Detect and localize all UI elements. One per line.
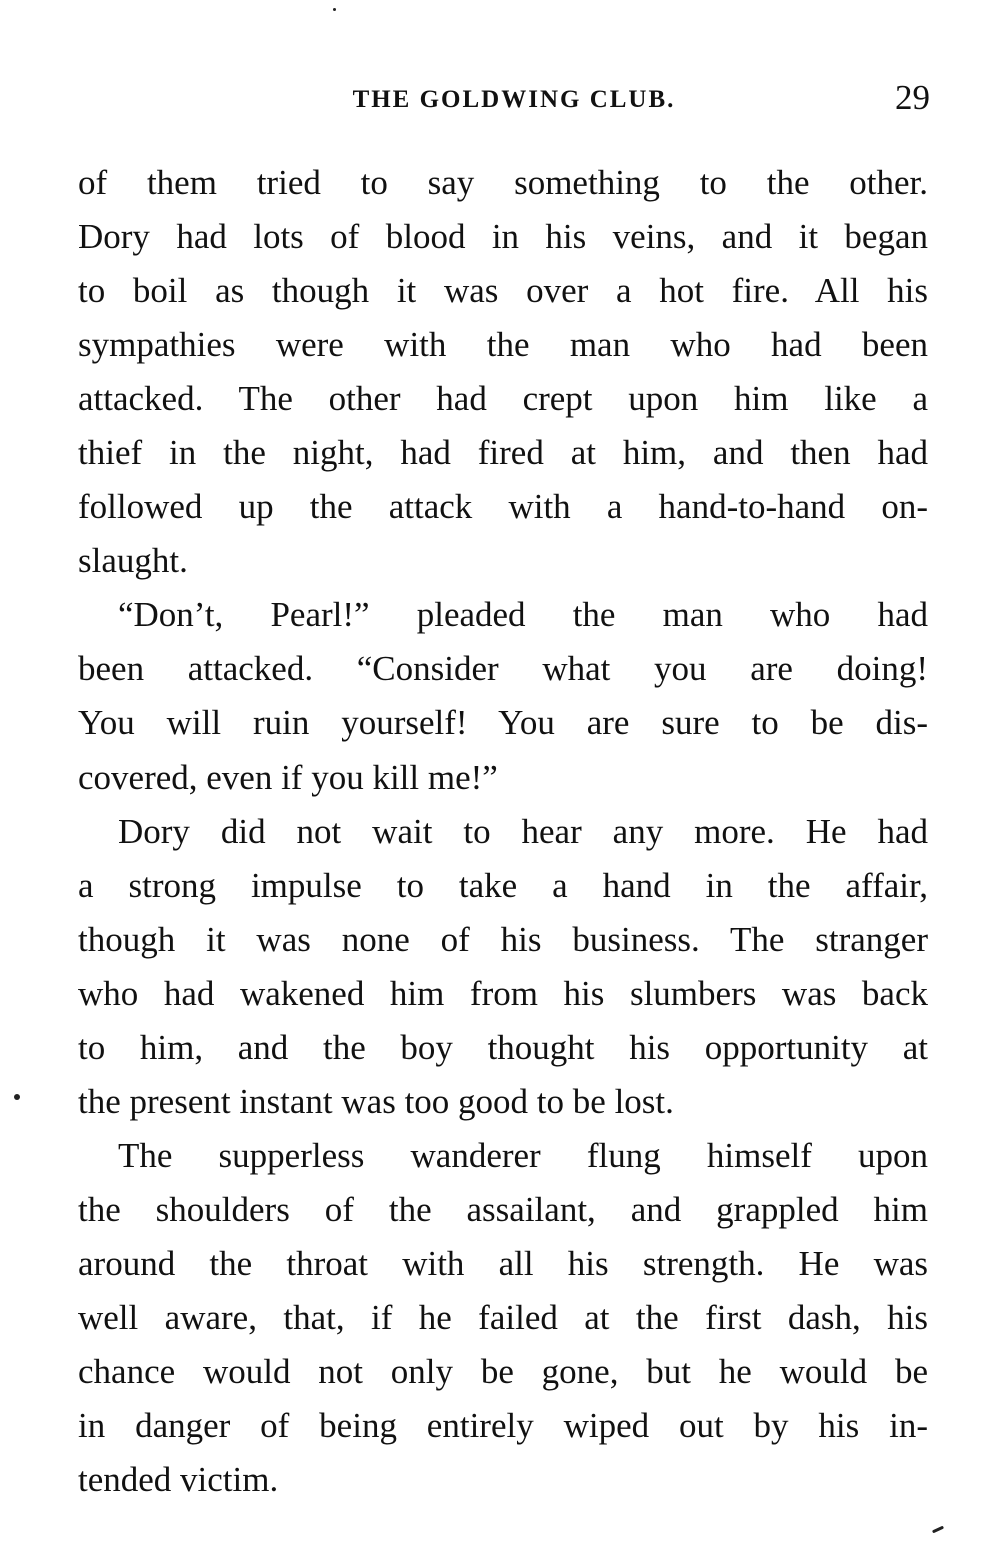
text-line: well aware, that, if he failed at the first dash, his bbox=[78, 1297, 928, 1337]
text-line: in danger of being entirely wiped out by his in- bbox=[78, 1406, 928, 1446]
paragraph-2 bbox=[78, 588, 928, 804]
text-line: around the throat with all his strength. He was bbox=[78, 1243, 928, 1283]
text-line: attacked. The other had crept upon him like a bbox=[78, 379, 928, 419]
running-title: THE GOLDWING CLUB. bbox=[352, 86, 676, 113]
paragraph-1 bbox=[78, 156, 928, 588]
text-line: though it was none of his business. The stranger bbox=[78, 919, 928, 959]
text-line: tended victim. bbox=[78, 1460, 279, 1500]
text-line: a strong impulse to take a hand in the affair, bbox=[78, 865, 928, 905]
text-line: covered, even if you kill me!” bbox=[78, 757, 498, 797]
print-speck bbox=[333, 8, 336, 11]
text-line: Dory did not wait to hear any more. He had bbox=[118, 811, 928, 851]
text-line: been attacked. “Consider what you are doing! bbox=[78, 649, 928, 689]
text-line: You will ruin yourself! You are sure to be dis- bbox=[78, 703, 928, 743]
text-line: to him, and the boy thought his opportunity at bbox=[78, 1027, 928, 1067]
text-line: of them tried to say something to the other. bbox=[78, 163, 928, 202]
text-line: sympathies were with the man who had been bbox=[78, 325, 928, 365]
text-line: Dory had lots of blood in his veins, and it began bbox=[78, 217, 928, 257]
text-line: The supperless wanderer flung himself upon bbox=[118, 1135, 928, 1175]
text-line: followed up the attack with a hand-to-hand on- bbox=[78, 487, 928, 527]
print-speck bbox=[932, 1526, 944, 1534]
text-line: who had wakened him from his slumbers was back bbox=[78, 973, 928, 1013]
print-speck bbox=[14, 1094, 20, 1100]
text-line: slaught. bbox=[78, 541, 188, 581]
text-line: “Don’t, Pearl!” pleaded the man who had bbox=[118, 595, 928, 635]
text-line: the shoulders of the assailant, and grappled him bbox=[78, 1189, 928, 1229]
running-head bbox=[78, 78, 930, 122]
paragraph-3 bbox=[78, 805, 928, 1129]
text-line: to boil as though it was over a hot fire. All his bbox=[78, 271, 928, 311]
text-line: the present instant was too good to be lost. bbox=[78, 1081, 674, 1121]
text-line: thief in the night, had fired at him, and then had bbox=[78, 433, 928, 473]
text-line: chance would not only be gone, but he would be bbox=[78, 1352, 928, 1392]
body-text bbox=[78, 156, 928, 1507]
page-number: 29 bbox=[895, 78, 930, 117]
paragraph-4 bbox=[78, 1129, 928, 1507]
